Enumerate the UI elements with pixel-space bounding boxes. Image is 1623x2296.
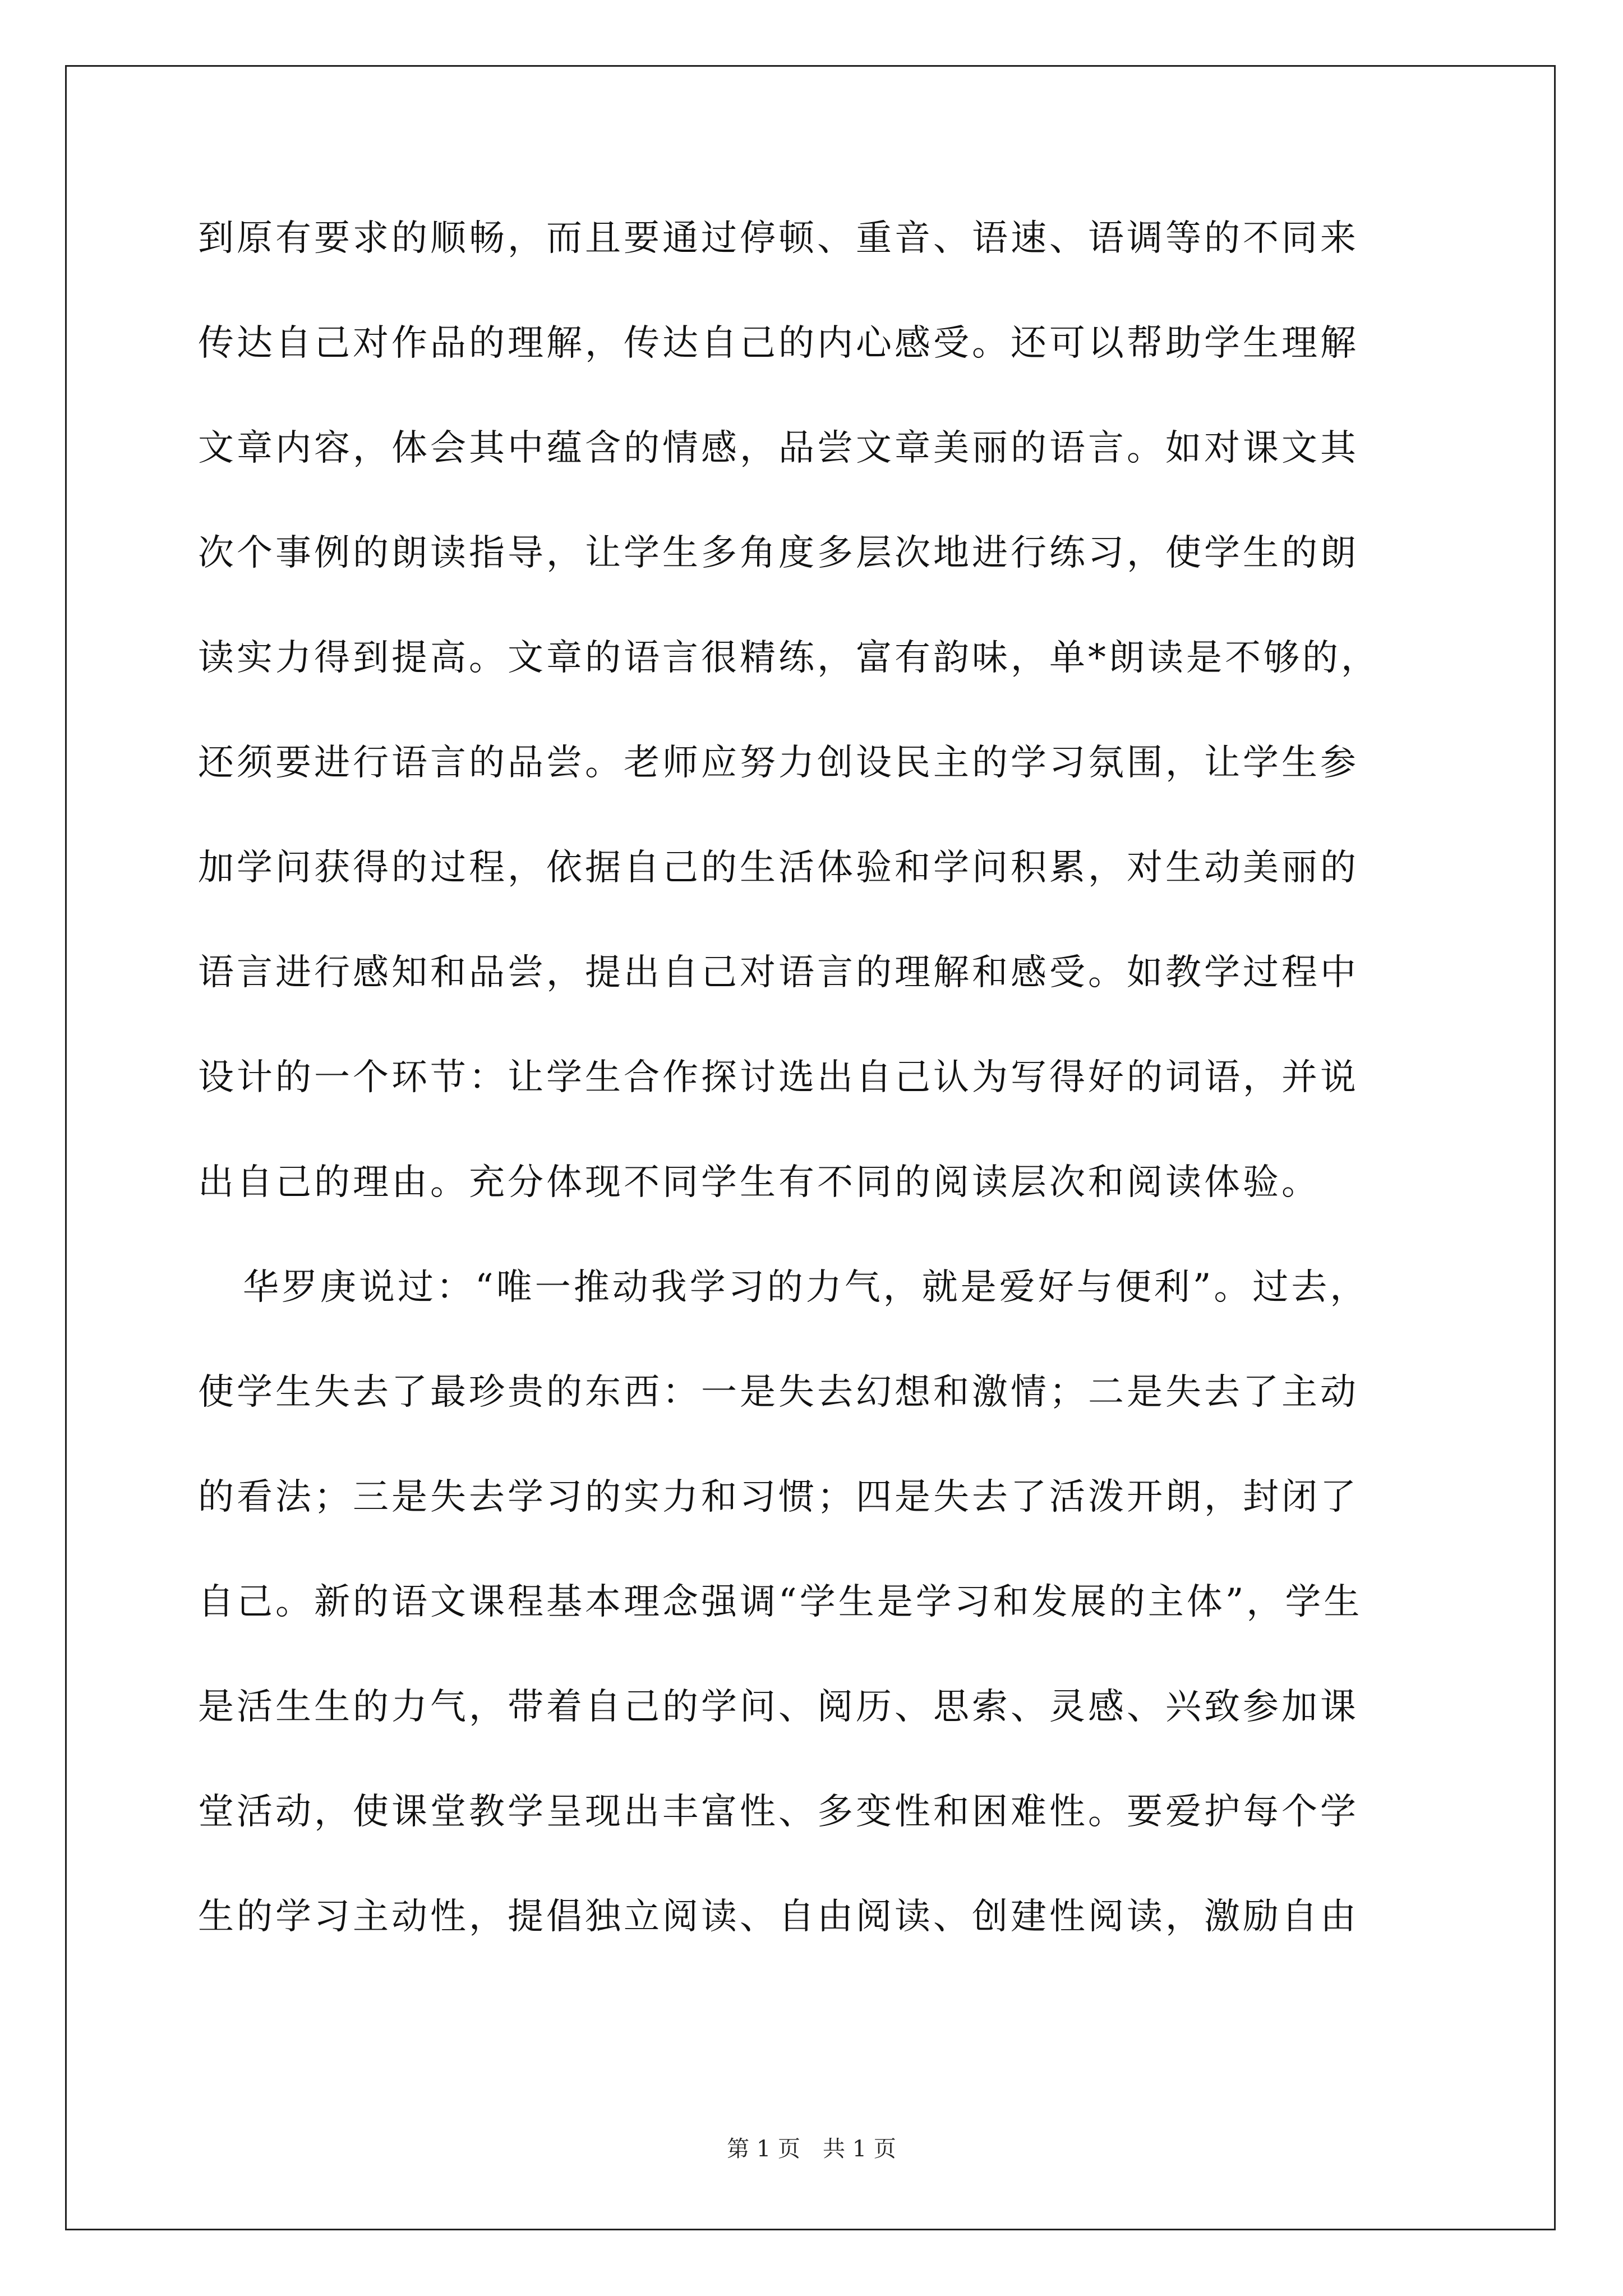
text-line: 堂活动，使课堂教学呈现出丰富性、多变性和困难性。要爱护每个学 (198, 1792, 1359, 1833)
text-line: 还须要进行语言的品尝。老师应努力创设民主的学习氛围，让学生参 (198, 743, 1359, 784)
page-number-footer: 第 1 页 共 1 页 (727, 2136, 896, 2162)
text-line: 使学生失去了最珍贵的东西：一是失去幻想和激情；二是失去了主动 (198, 1373, 1359, 1413)
document-body (198, 219, 1432, 2002)
text-line: 读实力得到提高。文章的语言很精练，富有韵味，单*朗读是不够的， (198, 638, 1380, 679)
text-line: 是活生生的力气，带着自己的学问、阅历、思索、灵感、兴致参加课 (198, 1687, 1359, 1728)
text-line: 自己。新的语文课程基本理念强调“学生是学习和发展的主体”，学生 (198, 1582, 1363, 1623)
text-line: 出自己的理由。充分体现不同学生有不同的阅读层次和阅读体验。 (198, 1163, 1320, 1203)
text-line: 加学问获得的过程，依据自己的生活体验和学问积累，对生动美丽的 (198, 848, 1359, 889)
text-line: 到原有要求的顺畅，而且要通过停顿、重音、语速、语调等的不同来 (198, 219, 1359, 259)
text-line: 的看法；三是失去学习的实力和习惯；四是失去了活泼开朗，封闭了 (198, 1478, 1359, 1518)
text-line: 语言进行感知和品尝，提出自己对语言的理解和感受。如教学过程中 (198, 953, 1359, 993)
text-line: 次个事例的朗读指导，让学生多角度多层次地进行练习，使学生的朗 (198, 533, 1359, 574)
text-line: 生的学习主动性，提倡独立阅读、自由阅读、创建性阅读，激励自由 (198, 1897, 1359, 1938)
text-line: 传达自己对作品的理解，传达自己的内心感受。还可以帮助学生理解 (198, 324, 1359, 364)
text-line: 文章内容，体会其中蕴含的情感，品尝文章美丽的语言。如对课文其 (198, 429, 1359, 469)
paragraph-start-line: 华罗庚说过：“唯一推动我学习的力气，就是爱好与便利”。过去， (243, 1268, 1369, 1308)
text-line: 设计的一个环节：让学生合作探讨选出自己认为写得好的词语，并说 (198, 1058, 1359, 1098)
